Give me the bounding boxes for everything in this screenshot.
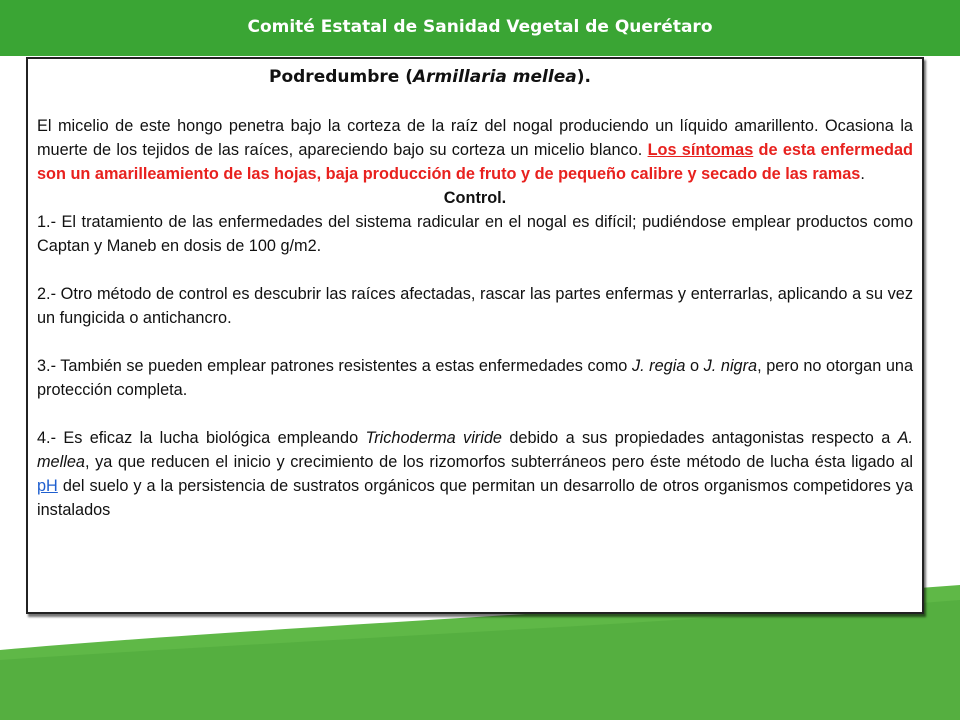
title-suffix: ). — [576, 67, 591, 87]
item3-regia: J. regia — [631, 357, 686, 375]
item3-nigra: J. nigra — [703, 357, 758, 375]
item3-text-b: , pero no otorgan una protección completa. — [37, 357, 914, 399]
control-heading: Control. — [443, 189, 507, 207]
control-item-3 — [37, 354, 913, 402]
control-item-2: 2.- Otro método de control es descubrir las raíces afectadas, rascar las partes enfermas y enterrarlas, aplicando a su vez un fungicida o antichancro. — [37, 285, 913, 327]
slide-title — [269, 67, 913, 97]
intro-paragraph — [37, 114, 913, 186]
item4-text-d: del suelo y a la persistencia de sustratos orgánicos que permitan un desarrollo de otros organismos competidores ya instalados — [37, 477, 913, 519]
symptoms-end: . — [860, 165, 865, 183]
intro-text: El micelio de este hongo penetra bajo la corteza de la raíz del nogal produciendo un líquido amarillento. Ocasiona la muerte de los tejidos de las raíces, apareciendo bajo su corteza un micelio blanco. — [37, 117, 913, 159]
item4-text-b: debido a sus propiedades antagonistas respecto a — [509, 429, 891, 447]
symptoms-underlined: Los síntomas — [647, 141, 754, 159]
control-item-4 — [37, 426, 913, 522]
ph-link[interactable]: pH — [37, 477, 58, 495]
item4-a-mellea: A. mellea — [37, 429, 914, 471]
item4-text-a: 4.- Es eficaz la lucha biológica empleando — [37, 429, 359, 447]
item4-text-c: , ya que reducen el inicio y crecimiento de los rizomorfos subterráneos pero éste método de lucha ésta ligado al — [84, 453, 913, 471]
item4-trichoderma: Trichoderma viride — [365, 429, 502, 447]
symptoms-rest: de esta enfermedad son un amarilleamiento de las hojas, baja producción de fruto y de pequeño calibre y secado de las ramas — [37, 141, 913, 183]
item3-text-a: 3.- También se pueden emplear patrones resistentes a estas enfermedades como — [37, 357, 628, 375]
title-species: Armillaria mellea — [412, 67, 577, 87]
control-item-1: 1.- El tratamiento de las enfermedades del sistema radicular en el nogal es difícil; pudiéndose emplear productos como Captan y Maneb en dosis de 100 g/m2. — [37, 213, 913, 255]
header-title: Comité Estatal de Sanidad Vegetal de Querétaro — [247, 17, 713, 37]
item3-or: o — [689, 357, 700, 375]
title-prefix: Podredumbre ( — [269, 67, 413, 87]
content-box — [26, 57, 924, 614]
header-bar — [0, 0, 960, 56]
